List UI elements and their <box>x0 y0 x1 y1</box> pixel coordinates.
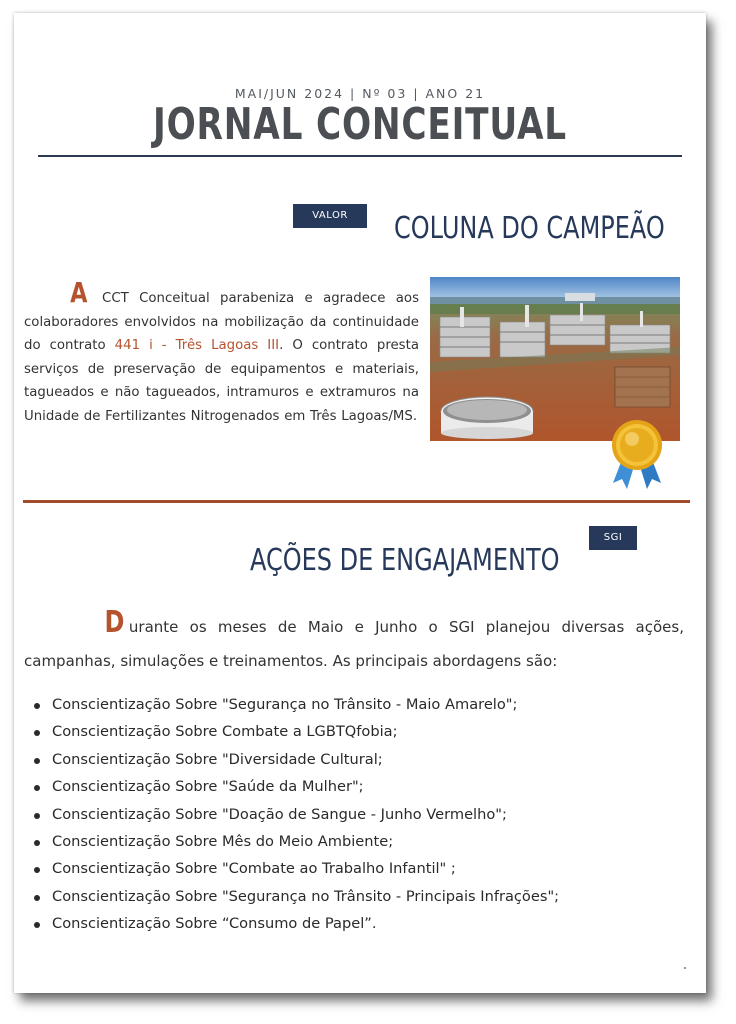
masthead-title: JORNAL CONCEITUAL <box>153 99 567 150</box>
list-item: Conscientização Sobre "Segurança no Trânsito - Principais Infrações"; <box>24 883 684 910</box>
champion-column-title: COLUNA DO CAMPEÃO <box>394 211 665 246</box>
section-divider <box>23 500 690 503</box>
list-item: Conscientização Sobre "Combate ao Trabalho Infantil" ; <box>24 855 684 882</box>
list-item: Conscientização Sobre "Segurança no Trânsito - Maio Amarelo"; <box>24 691 684 718</box>
issue-line: MAI/JUN 2024 | Nº 03 | ANO 21 <box>234 86 486 101</box>
dropcap-d: D <box>104 605 125 640</box>
engagement-list <box>24 691 684 938</box>
engagement-title: AÇÕES DE ENGAJAMENTO <box>250 543 560 578</box>
champion-text-after: . O contrato presta serviços de preservação de equipamentos e materiais, tagueados e não tagueados, intramuros e extramuros na Unidade de Fertilizantes Nitrogenados em Três Lagoas/MS. <box>24 338 419 424</box>
list-item: Conscientização Sobre "Doação de Sangue - Junho Vermelho"; <box>24 801 684 828</box>
header-divider <box>38 155 682 157</box>
contract-highlight: 441 i - Três Lagoas III <box>114 338 280 354</box>
list-item: Conscientização Sobre "Diversidade Cultural; <box>24 746 684 773</box>
newsletter-page <box>14 13 706 993</box>
list-item: Conscientização Sobre "Saúde da Mulher"; <box>24 773 684 800</box>
engagement-intro <box>24 605 684 678</box>
champion-text-before: CCT Conceitual parabeniza e agradece aos colaboradores envolvidos na mobilização da continuidade do contrato <box>24 291 419 354</box>
list-item: Conscientização Sobre Combate a LGBTQfobia; <box>24 718 684 745</box>
list-item: Conscientização Sobre Mês do Meio Ambiente; <box>24 828 684 855</box>
list-item: Conscientização Sobre “Consumo de Papel”. <box>24 910 684 937</box>
engagement-intro-text: urante os meses de Maio e Junho o SGI planejou diversas ações, campanhas, simulações e treinamentos. As principais abordagens são: <box>24 618 684 670</box>
valor-badge: VALOR <box>293 204 367 228</box>
page-mark <box>684 967 686 969</box>
gold-medal-icon <box>605 417 669 489</box>
dropcap-a: A <box>70 276 88 310</box>
sgi-badge: SGI <box>589 526 637 550</box>
champion-paragraph <box>24 276 419 428</box>
